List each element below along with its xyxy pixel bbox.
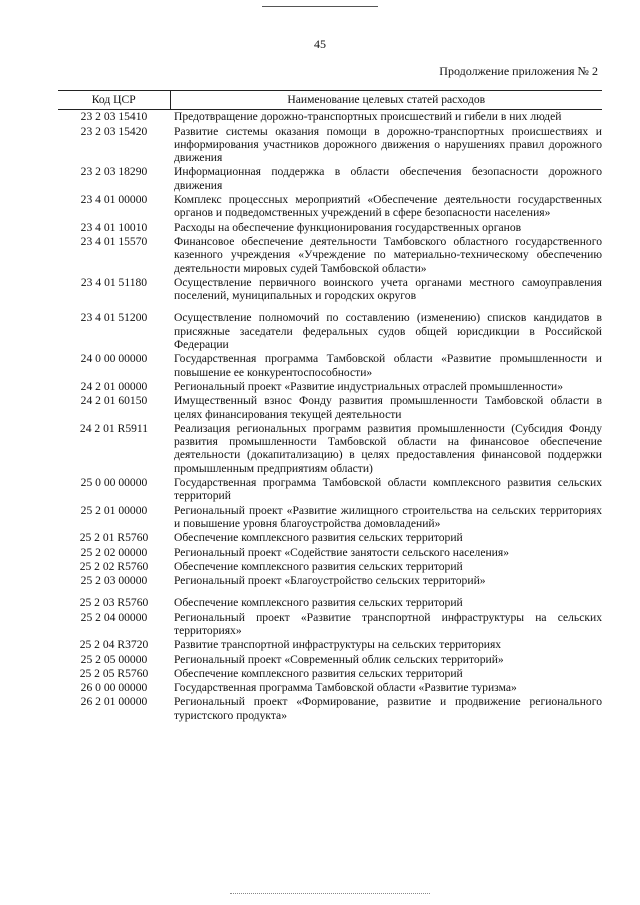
table-header-row <box>58 91 602 110</box>
row-name: Развитие транспортной инфраструктуры на сельских территориях <box>174 638 502 652</box>
row-code: 24 2 01 60150 <box>80 394 148 408</box>
table-row <box>58 504 602 532</box>
row-code: 26 0 00 00000 <box>80 681 148 695</box>
row-name: Региональный проект «Развитие индустриальных отраслей промышленности» <box>174 379 564 393</box>
row-name: Региональный проект «Развитие жилищного строительства на сельских территориях и повышение уровня благоустройства домовладений» <box>174 503 602 530</box>
row-name: Региональный проект «Формирование, развитие и продвижение регионального туристского продукта» <box>174 695 602 722</box>
row-name: Обеспечение комплексного развития сельских территорий <box>174 666 463 680</box>
row-code: 25 2 01 00000 <box>80 503 148 517</box>
table-row <box>58 165 602 193</box>
table-row <box>58 221 602 235</box>
row-name: Региональный проект «Развитие транспортной инфраструктуры на сельских территориях» <box>174 610 602 637</box>
bottom-rule <box>230 893 430 895</box>
table-row <box>58 394 602 422</box>
row-name: Обеспечение комплексного развития сельских территорий <box>174 559 463 573</box>
table-row <box>58 125 602 166</box>
row-code: 24 2 01 00000 <box>80 379 148 393</box>
table-row <box>58 546 602 560</box>
row-name: Расходы на обеспечение функционирования государственных органов <box>174 220 522 234</box>
row-name: Развитие системы оказания помощи в дорожно-транспортных происшествиях и информирования участников дорожного движения о нарушениях правил дорожного движения <box>174 124 602 165</box>
table-row <box>58 596 602 610</box>
row-code: 23 4 01 10010 <box>80 220 148 234</box>
table-row <box>58 560 602 574</box>
row-code: 23 2 03 15420 <box>80 124 148 138</box>
row-code: 25 2 04 R3720 <box>79 638 149 652</box>
row-code: 23 4 01 00000 <box>80 193 148 207</box>
row-name: Обеспечение комплексного развития сельских территорий <box>174 531 463 545</box>
table-row <box>58 611 602 639</box>
row-code: 25 2 03 00000 <box>80 574 148 588</box>
table-row <box>58 311 602 352</box>
row-name: Региональный проект «Современный облик сельских территорий» <box>174 652 504 666</box>
table-row <box>58 695 602 723</box>
row-name: Осуществление полномочий по составлению (изменению) списков кандидатов в присяжные заседатели федеральных судов общей юрисдикции в Российской Федерации <box>174 311 602 352</box>
row-code: 23 2 03 15410 <box>80 110 148 124</box>
row-name: Реализация региональных программ развития промышленности (Субсидия Фонду развития промышленности Тамбовской области на финансовое обеспечение деятельности (докапитализацию) в целях предоставления финансовой поддержки промышленным предприятиям области) <box>174 421 602 475</box>
row-name: Государственная программа Тамбовской области «Развитие промышленности и повышение ее конкурентоспособности» <box>174 352 602 379</box>
table-row <box>58 681 602 695</box>
table-row <box>58 276 602 312</box>
table-row <box>58 422 602 476</box>
top-rule <box>262 6 378 7</box>
table-row <box>58 193 602 221</box>
row-code: 25 2 05 R5760 <box>79 666 149 680</box>
page-number: 45 <box>314 37 326 51</box>
table-row <box>58 531 602 545</box>
row-name: Региональный проект «Благоустройство сельских территорий» <box>174 574 486 588</box>
continuation-label: Продолжение приложения № 2 <box>439 64 598 78</box>
row-name: Региональный проект «Содействие занятости сельского населения» <box>174 545 510 559</box>
row-code: 24 2 01 R5911 <box>79 421 149 435</box>
row-name: Обеспечение комплексного развития сельских территорий <box>174 596 463 610</box>
table-row <box>58 110 602 125</box>
table-body <box>58 110 602 723</box>
row-code: 25 2 03 R5760 <box>79 596 149 610</box>
table-row <box>58 235 602 276</box>
row-code: 25 2 02 00000 <box>80 545 148 559</box>
table-row <box>58 380 602 394</box>
table-row <box>58 352 602 380</box>
table-row <box>58 667 602 681</box>
row-code: 26 2 01 00000 <box>80 695 148 709</box>
row-code: 25 0 00 00000 <box>80 476 148 490</box>
row-code: 23 2 03 18290 <box>80 165 148 179</box>
row-code: 23 4 01 51180 <box>80 275 148 289</box>
row-name: Государственная программа Тамбовской области комплексного развития сельских территорий <box>174 476 602 503</box>
row-code: 24 0 00 00000 <box>80 352 148 366</box>
row-name: Комплекс процессных мероприятий «Обеспечение деятельности государственных органов и подведомственных учреждений в сфере безопасности населения» <box>174 193 602 220</box>
row-code: 25 2 01 R5760 <box>79 531 149 545</box>
header-code: Код ЦСР <box>58 91 170 110</box>
row-code: 23 4 01 15570 <box>80 234 148 248</box>
row-code: 25 2 02 R5760 <box>79 559 149 573</box>
row-code: 25 2 04 00000 <box>80 610 148 624</box>
row-name: Осуществление первичного воинского учета органами местного самоуправления поселений, муниципальных и городских округов <box>174 275 602 303</box>
row-name: Имущественный взнос Фонду развития промышленности Тамбовской области в целях финансирования текущей деятельности <box>174 394 602 421</box>
row-code: 25 2 05 00000 <box>80 652 148 666</box>
row-name: Предотвращение дорожно-транспортных происшествий и гибели в них людей <box>174 110 562 124</box>
table-row <box>58 574 602 596</box>
row-name: Государственная программа Тамбовской области «Развитие туризма» <box>174 681 517 695</box>
header-name: Наименование целевых статей расходов <box>170 91 602 110</box>
row-name: Финансовое обеспечение деятельности Тамбовского областного государственного казенного учреждения «Учреждение по материально-техническому обеспечению деятельности мировых судей Тамбовской области» <box>174 234 602 275</box>
table-row <box>58 476 602 504</box>
expense-table <box>58 90 602 723</box>
row-code: 23 4 01 51200 <box>80 311 148 325</box>
table-row <box>58 638 602 652</box>
table-row <box>58 653 602 667</box>
row-name: Информационная поддержка в области обеспечения безопасности дорожного движения <box>174 165 602 192</box>
